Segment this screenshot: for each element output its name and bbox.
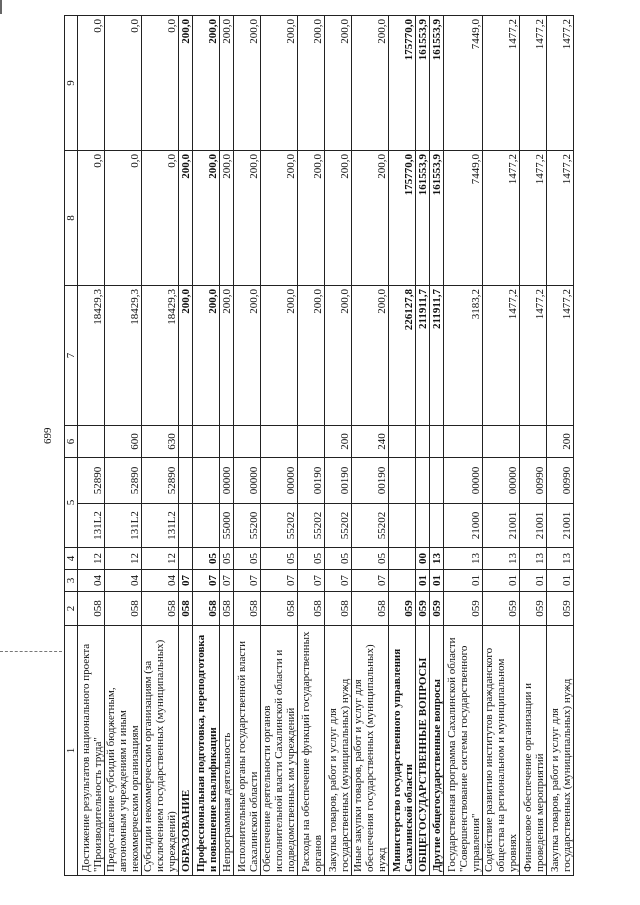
grbs-code: 059 — [483, 592, 520, 626]
target-article-code: 21001 — [547, 504, 574, 548]
grbs-code: 058 — [325, 592, 352, 626]
row-name: Финансовое обеспечение организации и проведения мероприятий — [520, 626, 547, 876]
amount-col-7: 1477,2 — [483, 286, 520, 426]
section-code: 01 — [444, 570, 483, 592]
amount-col-9: 1477,2 — [483, 16, 520, 151]
amount-col-7: 18429,3 — [142, 286, 179, 426]
amount-col-8: 0,0 — [142, 151, 179, 286]
expense-type-code: 630 — [142, 426, 179, 458]
target-article-suffix — [193, 458, 220, 504]
row-name: Профессиональная подготовка, переподготовка и повышение квалификации — [193, 626, 220, 876]
col-header: 8 — [65, 151, 78, 286]
amount-col-9: 200,0 — [352, 16, 389, 151]
target-article-suffix — [416, 458, 430, 504]
expense-type-code — [234, 426, 261, 458]
col-header: 2 — [65, 592, 78, 626]
expense-type-code — [416, 426, 430, 458]
col-header: 3 — [65, 570, 78, 592]
table-row — [483, 16, 520, 876]
grbs-code: 059 — [389, 592, 416, 626]
subsection-code: 05 — [352, 548, 389, 570]
amount-col-7: 18429,3 — [78, 286, 105, 426]
col-header: 9 — [65, 16, 78, 151]
grbs-code: 058 — [234, 592, 261, 626]
target-article-suffix — [389, 458, 416, 504]
target-article-suffix: 00990 — [520, 458, 547, 504]
amount-col-7: 200,0 — [193, 286, 220, 426]
amount-col-7: 200,0 — [234, 286, 261, 426]
amount-col-9: 7449,0 — [444, 16, 483, 151]
table-row — [193, 16, 220, 876]
table-row — [389, 16, 416, 876]
amount-col-8: 200,0 — [325, 151, 352, 286]
table-row — [416, 16, 430, 876]
target-article-code — [416, 504, 430, 548]
amount-col-9: 1477,2 — [547, 16, 574, 151]
target-article-suffix: 00000 — [444, 458, 483, 504]
section-code: 04 — [105, 570, 142, 592]
amount-col-7: 200,0 — [261, 286, 298, 426]
amount-col-7: 200,0 — [298, 286, 325, 426]
expense-type-code — [220, 426, 234, 458]
subsection-code: 05 — [234, 548, 261, 570]
target-article-code — [179, 504, 193, 548]
grbs-code: 059 — [547, 592, 574, 626]
amount-col-7: 211911,7 — [416, 286, 430, 426]
amount-col-9: 1477,2 — [520, 16, 547, 151]
col-header: 5 — [65, 458, 78, 548]
header-row — [65, 16, 78, 876]
row-name: Непрограммная деятельность — [220, 626, 234, 876]
grbs-code: 058 — [179, 592, 193, 626]
amount-col-8: 161553,9 — [416, 151, 430, 286]
section-code: 01 — [483, 570, 520, 592]
subsection-code: 05 — [261, 548, 298, 570]
row-name: Содействие развитию институтов гражданского общества на региональном и муниципальном уровнях — [483, 626, 520, 876]
row-name: Другие общегосударственные вопросы — [430, 626, 444, 876]
table-row — [220, 16, 234, 876]
grbs-code: 058 — [193, 592, 220, 626]
row-name: Закупка товаров, работ и услуг для государственных (муниципальных) нужд — [325, 626, 352, 876]
scan-fold-line — [0, 651, 62, 652]
col-header: 4 — [65, 548, 78, 570]
amount-col-9: 0,0 — [105, 16, 142, 151]
target-article-code: 55202 — [298, 504, 325, 548]
row-name: Закупка товаров, работ и услуг для государственных (муниципальных) нужд — [547, 626, 574, 876]
target-article-suffix: 00000 — [483, 458, 520, 504]
section-code: 07 — [220, 570, 234, 592]
target-article-suffix: 52890 — [142, 458, 179, 504]
amount-col-7: 200,0 — [325, 286, 352, 426]
amount-col-7: 200,0 — [179, 286, 193, 426]
row-name: Обеспечение деятельности органов исполнительной власти Сахалинской области и подведомственных им учреждений — [261, 626, 298, 876]
expense-type-code: 200 — [547, 426, 574, 458]
expense-type-code: 600 — [105, 426, 142, 458]
row-name: Предоставление субсидий бюджетным, автономным учреждениям и иным некоммерческим организациям — [105, 626, 142, 876]
section-code: 07 — [179, 570, 193, 592]
target-article-suffix: 00000 — [220, 458, 234, 504]
row-name: Государственная программа Сахалинской области "Совершенствование системы государственного управления" — [444, 626, 483, 876]
budget-table — [64, 15, 574, 876]
expense-type-code — [179, 426, 193, 458]
target-article-suffix: 00990 — [547, 458, 574, 504]
target-article-code: 21000 — [444, 504, 483, 548]
amount-col-8: 175770,0 — [389, 151, 416, 286]
table-row — [105, 16, 142, 876]
expense-type-code — [483, 426, 520, 458]
col-header: 7 — [65, 286, 78, 426]
amount-col-9: 175770,0 — [389, 16, 416, 151]
subsection-code: 12 — [105, 548, 142, 570]
grbs-code: 058 — [352, 592, 389, 626]
expense-type-code — [444, 426, 483, 458]
amount-col-8: 200,0 — [234, 151, 261, 286]
amount-col-9: 200,0 — [234, 16, 261, 151]
expense-type-code — [520, 426, 547, 458]
table-row — [325, 16, 352, 876]
grbs-code: 059 — [430, 592, 444, 626]
table-row — [234, 16, 261, 876]
amount-col-8: 200,0 — [261, 151, 298, 286]
table-row — [298, 16, 325, 876]
amount-col-8: 200,0 — [220, 151, 234, 286]
target-article-code: 55200 — [234, 504, 261, 548]
target-article-suffix — [179, 458, 193, 504]
table-row — [78, 16, 105, 876]
subsection-code: 13 — [483, 548, 520, 570]
grbs-code: 058 — [261, 592, 298, 626]
target-article-suffix: 00000 — [234, 458, 261, 504]
amount-col-7: 200,0 — [220, 286, 234, 426]
target-article-code: 131L2 — [142, 504, 179, 548]
amount-col-7: 200,0 — [352, 286, 389, 426]
expense-type-code: 200 — [325, 426, 352, 458]
table-row — [430, 16, 444, 876]
section-code: 07 — [325, 570, 352, 592]
expense-type-code — [261, 426, 298, 458]
amount-col-7: 1477,2 — [520, 286, 547, 426]
section-code: 07 — [234, 570, 261, 592]
amount-col-9: 200,0 — [179, 16, 193, 151]
amount-col-8: 1477,2 — [520, 151, 547, 286]
target-article-code: 21001 — [520, 504, 547, 548]
grbs-code: 058 — [105, 592, 142, 626]
expense-type-code: 240 — [352, 426, 389, 458]
target-article-code — [193, 504, 220, 548]
amount-col-9: 200,0 — [261, 16, 298, 151]
table-row — [179, 16, 193, 876]
expense-type-code — [389, 426, 416, 458]
row-name: Иные закупки товаров, работ и услуг для обеспечения государственных (муниципальных) нужд — [352, 626, 389, 876]
target-article-code: 131L2 — [78, 504, 105, 548]
amount-col-8: 1477,2 — [547, 151, 574, 286]
expense-type-code — [430, 426, 444, 458]
row-name: Министерство государственного управления Сахалинской области — [389, 626, 416, 876]
subsection-code: 13 — [444, 548, 483, 570]
amount-col-8: 7449,0 — [444, 151, 483, 286]
table-row — [444, 16, 483, 876]
grbs-code: 058 — [298, 592, 325, 626]
amount-col-8: 200,0 — [193, 151, 220, 286]
target-article-code: 21001 — [483, 504, 520, 548]
target-article-suffix: 00190 — [352, 458, 389, 504]
page-number: 699 — [42, 427, 54, 444]
subsection-code: 13 — [520, 548, 547, 570]
amount-col-9: 0,0 — [142, 16, 179, 151]
amount-col-8: 1477,2 — [483, 151, 520, 286]
amount-col-8: 0,0 — [78, 151, 105, 286]
table-body — [78, 16, 574, 876]
row-name: ОБЩЕГОСУДАРСТВЕННЫЕ ВОПРОСЫ — [416, 626, 430, 876]
amount-col-8: 0,0 — [105, 151, 142, 286]
subsection-code: 12 — [142, 548, 179, 570]
section-code: 01 — [416, 570, 430, 592]
subsection-code: 05 — [325, 548, 352, 570]
subsection-code: 05 — [220, 548, 234, 570]
amount-col-7: 211911,7 — [430, 286, 444, 426]
amount-col-9: 200,0 — [220, 16, 234, 151]
subsection-code: 13 — [430, 548, 444, 570]
amount-col-9: 200,0 — [298, 16, 325, 151]
amount-col-9: 161553,9 — [430, 16, 444, 151]
grbs-code: 058 — [220, 592, 234, 626]
section-code: 01 — [547, 570, 574, 592]
table-row — [352, 16, 389, 876]
section-code: 04 — [142, 570, 179, 592]
subsection-code — [179, 548, 193, 570]
target-article-code — [430, 504, 444, 548]
amount-col-8: 200,0 — [352, 151, 389, 286]
amount-col-7: 1477,2 — [547, 286, 574, 426]
target-article-suffix: 00190 — [325, 458, 352, 504]
amount-col-9: 200,0 — [325, 16, 352, 151]
table-row — [142, 16, 179, 876]
subsection-code: 05 — [193, 548, 220, 570]
grbs-code: 059 — [520, 592, 547, 626]
subsection-code: 05 — [298, 548, 325, 570]
amount-col-8: 200,0 — [179, 151, 193, 286]
rotated-page — [64, 16, 634, 876]
table-row — [520, 16, 547, 876]
target-article-suffix: 52890 — [105, 458, 142, 504]
row-name: ОБРАЗОВАНИЕ — [179, 626, 193, 876]
row-name: Субсидии некоммерческим организациям (за исключением государственных (муниципальных) учреждений) — [142, 626, 179, 876]
target-article-code — [389, 504, 416, 548]
section-code: 07 — [352, 570, 389, 592]
amount-col-9: 0,0 — [78, 16, 105, 151]
amount-col-9: 200,0 — [193, 16, 220, 151]
target-article-code: 55202 — [352, 504, 389, 548]
row-name: Достижение результатов национального проекта "Производительность труда" — [78, 626, 105, 876]
grbs-code: 058 — [142, 592, 179, 626]
section-code: 07 — [298, 570, 325, 592]
expense-type-code — [298, 426, 325, 458]
subsection-code: 00 — [416, 548, 430, 570]
target-article-suffix — [430, 458, 444, 504]
target-article-code: 55000 — [220, 504, 234, 548]
expense-type-code — [78, 426, 105, 458]
col-header: 6 — [65, 426, 78, 458]
section-code — [389, 570, 416, 592]
grbs-code: 058 — [78, 592, 105, 626]
target-article-suffix: 52890 — [78, 458, 105, 504]
col-header: 1 — [65, 626, 78, 876]
scan-mark — [0, 0, 2, 14]
subsection-code — [389, 548, 416, 570]
grbs-code: 059 — [416, 592, 430, 626]
row-name: Расходы на обеспечение функций государственных органов — [298, 626, 325, 876]
table-row — [547, 16, 574, 876]
target-article-suffix: 00000 — [261, 458, 298, 504]
amount-col-8: 200,0 — [298, 151, 325, 286]
section-code: 01 — [430, 570, 444, 592]
section-code: 04 — [78, 570, 105, 592]
expense-type-code — [193, 426, 220, 458]
subsection-code: 12 — [78, 548, 105, 570]
target-article-code: 55202 — [261, 504, 298, 548]
target-article-code: 131L2 — [105, 504, 142, 548]
grbs-code: 059 — [444, 592, 483, 626]
subsection-code: 13 — [547, 548, 574, 570]
target-article-suffix: 00190 — [298, 458, 325, 504]
amount-col-8: 161553,9 — [430, 151, 444, 286]
table-row — [261, 16, 298, 876]
section-code: 01 — [520, 570, 547, 592]
amount-col-9: 161553,9 — [416, 16, 430, 151]
section-code: 07 — [193, 570, 220, 592]
section-code: 07 — [261, 570, 298, 592]
row-name: Исполнительные органы государственной власти Сахалинской области — [234, 626, 261, 876]
amount-col-7: 226127,8 — [389, 286, 416, 426]
amount-col-7: 18429,3 — [105, 286, 142, 426]
amount-col-7: 3183,2 — [444, 286, 483, 426]
target-article-code: 55202 — [325, 504, 352, 548]
